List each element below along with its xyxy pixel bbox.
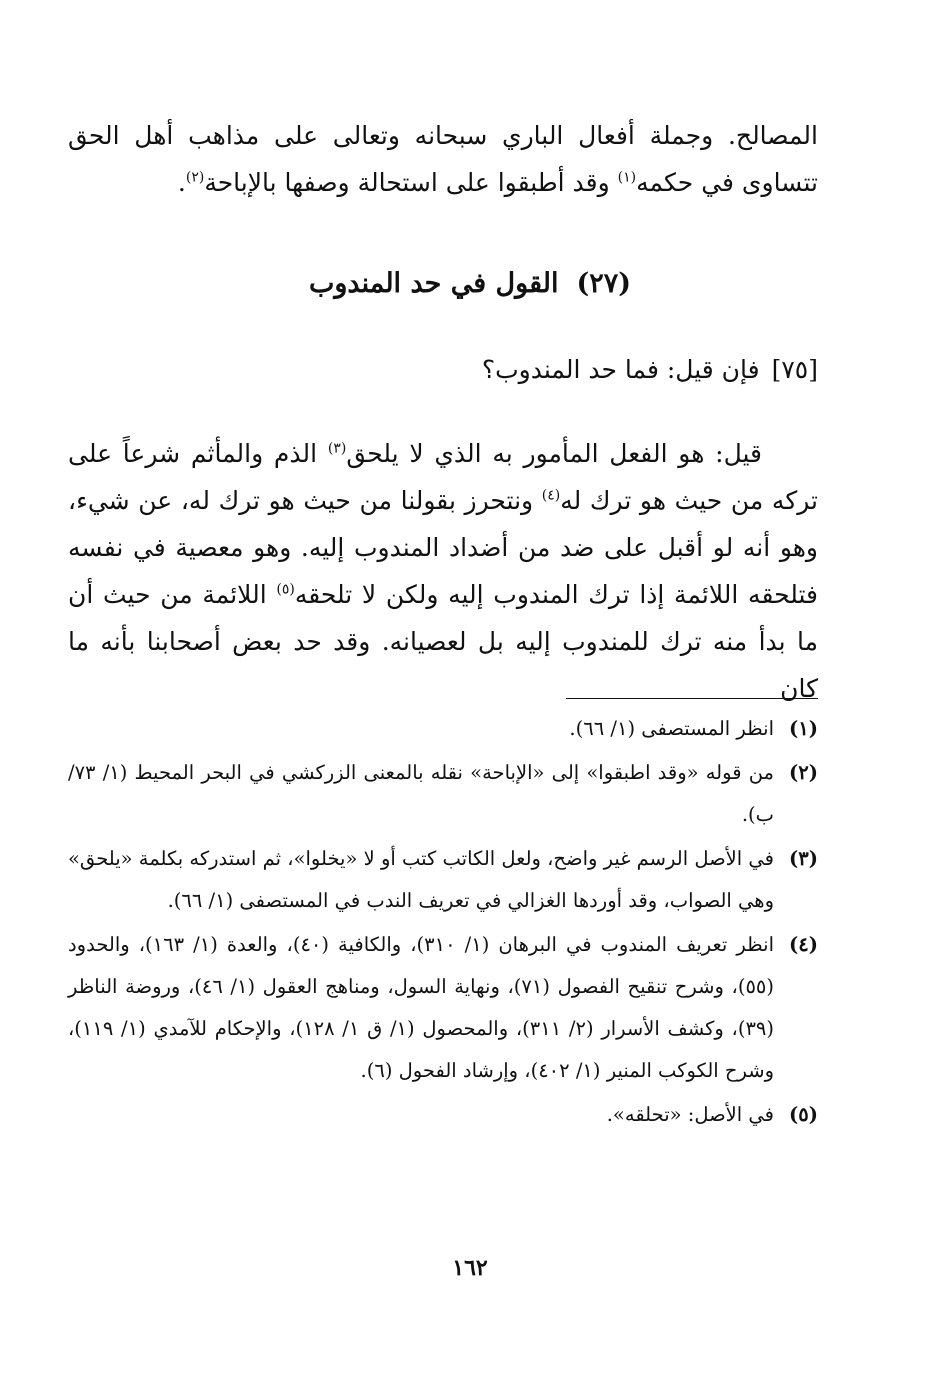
footnote-text: من قوله «وقد اطبقوا» إلى «الإباحة» نقله بالمعنى الزركشي في البحر المحيط (١/ ٧٣/ ب). [68,761,774,826]
footnote-ref-2[interactable]: (٢) [185,169,205,186]
footnote-ref-1[interactable]: (١) [617,169,637,186]
footnote-item-4 [68,924,818,1092]
footnotes [68,708,818,1138]
page-number: ١٦٢ [452,1255,488,1281]
paragraph-intro-text: المصالح. وجملة أفعال الباري سبحانه وتعالى على مذاهب أهل الحق تتساوى في حكمه [68,121,818,197]
footnote-ref-3[interactable]: (٣) [327,440,347,457]
paragraph-answer-part-1: قيل: هو الفعل المأمور به الذي لا يلحق [346,439,763,468]
footnote-number: (١) [789,717,818,740]
footnote-item-5 [68,1094,818,1136]
footnote-text: انظر المستصفى (١/ ٦٦). [569,717,774,740]
footnote-item-2 [68,752,818,836]
question-text: فإن قيل: فما حد المندوب؟ [481,355,760,384]
footnote-item-1 [68,708,818,750]
footnote-number: (٣) [789,847,818,870]
footnote-ref-4[interactable]: (٤) [541,487,561,504]
footnote-text: انظر تعريف المندوب في البرهان (١/ ٣١٠)، والكافية (٤٠)، والعدة (١/ ١٦٣)، والحدود (٥٥)، وشرح تنقيح الفصول (٧١)، ونهاية السول، ومناهج العقول (١/ ٤٦)، وروضة الناظر (٣٩)، وكشف الأسرار (٢/ ٣١١)، والمحصول (١/ ق ١/ ١٢٨)، والإحكام للآمدي (١/ ١١٩)، وشرح الكوكب المنير (١/ ٤٠٢)، وإرشاد الفحول (٦). [68,933,775,1082]
footnote-text: في الأصل الرسم غير واضح، ولعل الكاتب كتب أو لا «يخلوا»، ثم استدركه بكلمة «يلحق» وهي الصواب، وقد أوردها الغزالي في تعريف الندب في المستصفى (١/ ٦٦). [68,847,774,912]
paragraph-answer [68,430,818,712]
paragraph-intro-continuation: وقد أطبقوا على استحالة وصفها بالإباحة [204,168,618,197]
paragraph-answer-part-2: الذم والمأثم شرعاً على تركه من حيث هو ترك له [68,439,818,515]
paragraph-answer-part-4: اللائمة من حيث أن ما بدأ منه ترك للمندوب إليه بل لعصيانه. وقد حد بعض أصحابنا بأنه ما كان [68,580,818,703]
footnote-text: في الأصل: «تحلقه». [606,1103,774,1126]
footnote-number: (٥) [789,1103,818,1126]
question-number: [٧٥] [771,355,818,384]
question-line [68,348,818,392]
section-heading [0,262,940,306]
section-title: القول في حد المندوب [308,268,559,299]
footnote-number: (٢) [789,761,818,784]
section-number: (٢٧) [576,268,632,299]
paragraph-intro [68,112,818,206]
footnote-separator [566,698,818,699]
footnote-item-3 [68,838,818,922]
footnote-ref-5[interactable]: (٥) [276,581,295,598]
footnote-number: (٤) [789,933,818,956]
paragraph-intro-end: . [177,168,186,197]
paragraph-answer-part-3: ونتحرز بقولنا من حيث هو ترك له، عن شيء، وهو أنه لو أقبل على ضد من أضداد المندوب إليه. وهو معصية في نفسه فتلحقه اللائمة إذا ترك المندوب إليه ولكن لا تلحقه [68,486,818,609]
